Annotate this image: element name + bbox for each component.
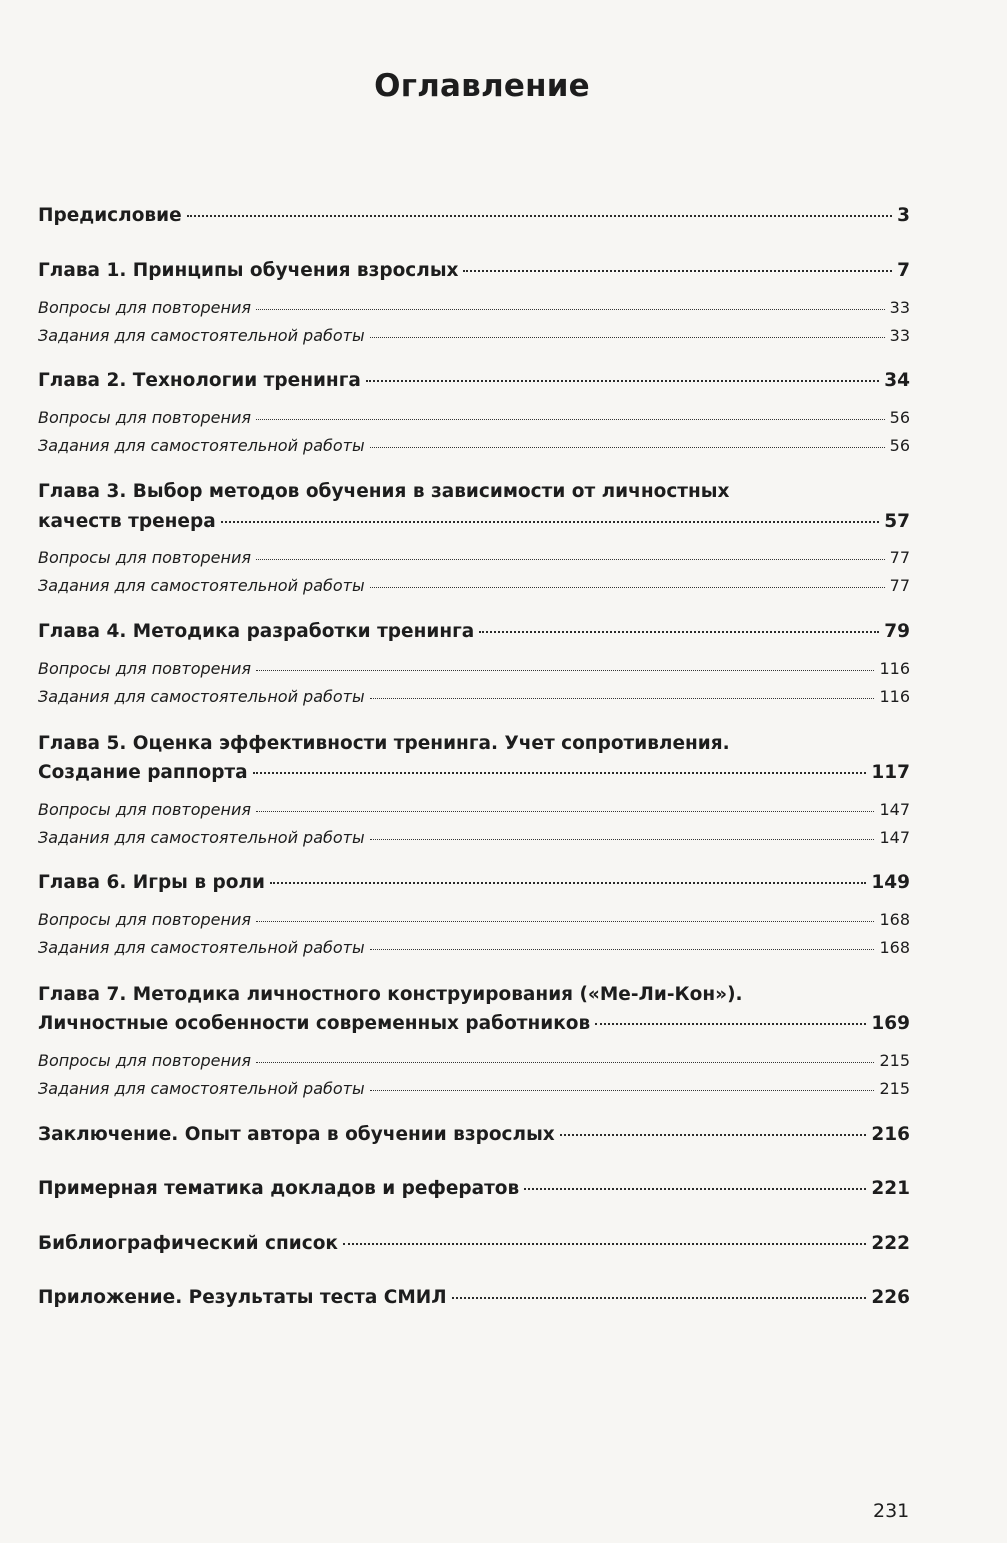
dot-leader xyxy=(256,419,885,420)
dot-leader xyxy=(370,1090,875,1091)
dot-leader xyxy=(370,839,875,840)
toc-entry-conclusion[interactable] xyxy=(38,1124,910,1145)
dot-leader xyxy=(187,215,893,217)
toc-entry-chapter-4[interactable] xyxy=(38,621,910,642)
dot-leader xyxy=(370,698,875,699)
toc-entry-topics[interactable] xyxy=(38,1178,910,1199)
dot-leader xyxy=(256,921,874,922)
toc-entry-label: Вопросы для повторения xyxy=(38,1051,251,1070)
toc-entry-chapter-3[interactable] xyxy=(38,511,910,532)
toc-subentry-review-questions[interactable] xyxy=(38,298,910,317)
dot-leader xyxy=(221,521,880,523)
toc-entry-chapter-7-line-1: Глава 7. Методика личностного конструирования («Ме-Ли-Кон»). xyxy=(38,984,743,1005)
toc-entry-label: Задания для самостоятельной работы xyxy=(38,1079,365,1098)
dot-leader xyxy=(256,670,874,671)
toc-entry-chapter-5[interactable] xyxy=(38,762,910,783)
toc-entry-label: Вопросы для повторения xyxy=(38,659,251,678)
dot-leader xyxy=(370,447,885,448)
toc-subentry-review-questions[interactable] xyxy=(38,408,910,427)
toc-entry-page: 117 xyxy=(871,762,910,783)
toc-entry-label: Приложение. Результаты теста СМИЛ xyxy=(38,1287,447,1308)
toc-entry-page: 168 xyxy=(879,938,910,957)
toc-entry-chapter-2[interactable] xyxy=(38,370,910,391)
toc-entry-page: 149 xyxy=(871,872,910,893)
dot-leader xyxy=(370,949,875,950)
toc-entry-label: Глава 2. Технологии тренинга xyxy=(38,370,361,391)
dot-leader xyxy=(256,811,874,812)
dot-leader xyxy=(370,337,885,338)
toc-entry-page: 77 xyxy=(889,576,910,595)
toc-entry-page: 7 xyxy=(897,260,910,281)
page-title: Оглавление xyxy=(374,68,590,104)
toc-entry-label: качеств тренера xyxy=(38,511,216,532)
dot-leader xyxy=(366,380,879,382)
toc-entry-label: Задания для самостоятельной работы xyxy=(38,687,365,706)
toc-entry-page: 216 xyxy=(871,1124,910,1145)
toc-entry-page: 147 xyxy=(879,828,910,847)
toc-entry-page: 3 xyxy=(897,205,910,226)
toc-entry-page: 222 xyxy=(871,1233,910,1254)
toc-entry-page: 116 xyxy=(879,687,910,706)
dot-leader xyxy=(253,772,867,774)
toc-entry-page: 34 xyxy=(884,370,910,391)
toc-subentry-self-study-tasks[interactable] xyxy=(38,687,910,706)
toc-entry-page: 116 xyxy=(879,659,910,678)
toc-entry-chapter-7[interactable] xyxy=(38,1013,910,1034)
dot-leader xyxy=(343,1243,866,1245)
toc-entry-label: Личностные особенности современных работников xyxy=(38,1013,591,1034)
toc-entry-chapter-1[interactable] xyxy=(38,260,910,281)
toc-subentry-self-study-tasks[interactable] xyxy=(38,326,910,345)
toc-entry-label: Глава 4. Методика разработки тренинга xyxy=(38,621,475,642)
toc-entry-page: 215 xyxy=(879,1051,910,1070)
toc-entry-label: Примерная тематика докладов и рефератов xyxy=(38,1178,520,1199)
toc-subentry-self-study-tasks[interactable] xyxy=(38,828,910,847)
toc-entry-label: Задания для самостоятельной работы xyxy=(38,938,365,957)
dot-leader xyxy=(479,631,879,633)
toc-entry-chapter-5-line-1: Глава 5. Оценка эффективности тренинга. Учет сопротивления. xyxy=(38,733,730,754)
toc-entry-chapter-6[interactable] xyxy=(38,872,910,893)
toc-entry-page: 221 xyxy=(871,1178,910,1199)
dot-leader xyxy=(560,1134,867,1136)
dot-leader xyxy=(524,1188,866,1190)
toc-subentry-review-questions[interactable] xyxy=(38,1051,910,1070)
toc-entry-label: Задания для самостоятельной работы xyxy=(38,326,365,345)
toc-entry-page: 33 xyxy=(889,326,910,345)
dot-leader xyxy=(256,559,885,560)
toc-subentry-self-study-tasks[interactable] xyxy=(38,938,910,957)
toc-subentry-review-questions[interactable] xyxy=(38,910,910,929)
toc-entry-label: Задания для самостоятельной работы xyxy=(38,576,365,595)
dot-leader xyxy=(452,1297,867,1299)
toc-subentry-self-study-tasks[interactable] xyxy=(38,576,910,595)
dot-leader xyxy=(270,882,866,884)
toc-entry-label: Создание раппорта xyxy=(38,762,248,783)
toc-entry-label: Вопросы для повторения xyxy=(38,298,251,317)
toc-subentry-self-study-tasks[interactable] xyxy=(38,436,910,455)
toc-subentry-review-questions[interactable] xyxy=(38,800,910,819)
toc-entry-page: 215 xyxy=(879,1079,910,1098)
toc-entry-appendix[interactable] xyxy=(38,1287,910,1308)
toc-entry-page: 147 xyxy=(879,800,910,819)
toc-entry-label: Глава 6. Игры в роли xyxy=(38,872,265,893)
dot-leader xyxy=(595,1023,866,1025)
toc-entry-page: 57 xyxy=(884,511,910,532)
toc-entry-label: Вопросы для повторения xyxy=(38,800,251,819)
toc-entry-page: 79 xyxy=(884,621,910,642)
toc-entry-page: 169 xyxy=(871,1013,910,1034)
toc-subentry-self-study-tasks[interactable] xyxy=(38,1079,910,1098)
toc-entry-page: 56 xyxy=(889,408,910,427)
page-number: 231 xyxy=(873,1500,910,1522)
toc-entry-label: Предисловие xyxy=(38,205,182,226)
toc-entry-bibliography[interactable] xyxy=(38,1233,910,1254)
toc-entry-label: Задания для самостоятельной работы xyxy=(38,436,365,455)
dot-leader xyxy=(370,587,885,588)
toc-subentry-review-questions[interactable] xyxy=(38,659,910,678)
toc-entry-page: 77 xyxy=(889,548,910,567)
toc-entry-label: Вопросы для повторения xyxy=(38,408,251,427)
toc-entry-label: Вопросы для повторения xyxy=(38,548,251,567)
dot-leader xyxy=(256,309,885,310)
dot-leader xyxy=(256,1062,874,1063)
toc-entry-label: Задания для самостоятельной работы xyxy=(38,828,365,847)
toc-entry-page: 33 xyxy=(889,298,910,317)
toc-entry-page: 168 xyxy=(879,910,910,929)
toc-entry-label: Заключение. Опыт автора в обучении взрослых xyxy=(38,1124,555,1145)
toc-entry-label: Глава 1. Принципы обучения взрослых xyxy=(38,260,459,281)
toc-entry-page: 56 xyxy=(889,436,910,455)
toc-entry-label: Вопросы для повторения xyxy=(38,910,251,929)
toc-entry-page: 226 xyxy=(871,1287,910,1308)
toc-entry-chapter-3-line-1: Глава 3. Выбор методов обучения в зависимости от личностных xyxy=(38,481,730,502)
toc-entry-label: Библиографический список xyxy=(38,1233,338,1254)
toc-entry-preface[interactable] xyxy=(38,205,910,226)
dot-leader xyxy=(463,270,892,272)
toc-subentry-review-questions[interactable] xyxy=(38,548,910,567)
